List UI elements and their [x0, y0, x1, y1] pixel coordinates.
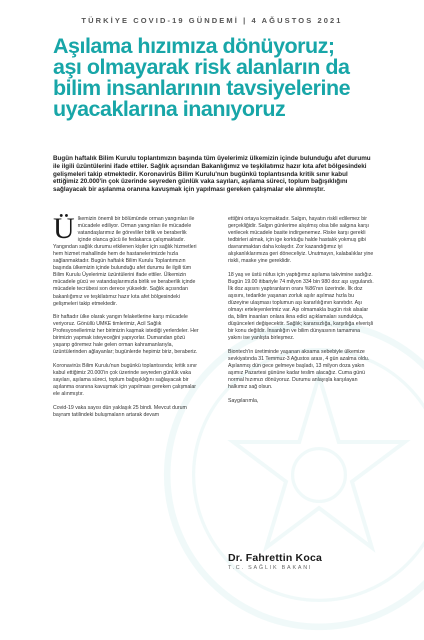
dropcap: Ü: [53, 212, 75, 245]
headline-line-4: uyacaklarına inanıyoruz: [53, 97, 286, 121]
body-paragraph: Biontech'in üretiminde yaşanan aksama sebebiyle ülkemize sevkiyatında 31 Temmuz-3 Ağustos arası, 4 gün azalma oldu. Aşılanmış dün gece gelmeye başladı, 13 milyon doza yakın aşımız Pazartesi gününe kadar teslim alacağız. Cuma günü normal hızımızı dönüyoruz. Durumu anlayışla karşılayan halkımız sağ olsun.: [228, 348, 370, 391]
body-column-right: [228, 216, 374, 411]
body-paragraph: [53, 212, 199, 308]
body-paragraph: Koronavirüs Bilim Kurulu'nun bugünkü toplantısında; kritik sınır kabul ettiğimiz 20.000'in çok üzerinde seyreden günlük vaka sayıları, aşılama süreci, toplum bağışıklığını sağlayacak bir aşılanma oranına kavuşmak için yapılması gereken çalışmalar ele alınmıştır.: [53, 362, 198, 398]
body-paragraph: Bir haftadır ülke olarak yangın felaketlerine karşı mücadele veriyoruz. Gönüllü UMKE timlerimiz, Acil Sağlık Profesyonellerimiz her birimizin kaşmak istediği yerlerdeler. Her birimizin yapmak isteyeceğini yapıyorlar. Dumandan gözü yaşarıp göremez hale gelen orman kahramanlarıyla, üzüntülerinden ağlayanlar; bugünlerde hepimiz biriz, beraberiz.: [53, 314, 199, 356]
headline-line-3: bilim insanlarının tavsiyelerine: [53, 76, 351, 100]
headline-line-2: aşı olmayarak risk alanların da: [53, 55, 350, 79]
body-paragraph: Covid-19 vaka sayısı dün yaklaşık 25 bindi. Mevcut durum bayram tatilindeki buluşmaların artarak devam: [53, 404, 187, 418]
headline: [53, 36, 383, 120]
signature-title: T.C. SAĞLIK BAKANI: [228, 565, 313, 571]
body-paragraph: 18 yaş ve üstü nüfus için yaptığımız aşılama takvimine sadığız. Bugün 19.00 itibariyle 74 milyon 334 bin 980 doz aşı uygulandı. İlk doz aşısını yaptıranların oranı %86'nın üzerinde. İlk doz aşısını, tedarikte yaşanan zorluk aşılır aşılmaz hızla bu düzeyine ulaşması toplumun aşı kararlılığının kanıtıdır. Aşı olmayı erteleyenlerimiz var. Aşı olmamakla bugün risk alsalar da, bilim insanları onlara ikna edici açıklamaları sunduktça, düşünceleri değişecektir. Sağlık; kararsızlığa, karşıtlığa elverişli bir konu değildir. İnsanlığın ve bilim dünyasının tamamına yakını ise yanlışta birleşmez.: [228, 271, 374, 342]
lead-paragraph: Bugün haftalık Bilim Kurulu toplantımızın başında tüm üyelerimiz ülkemizin içinde bulunduğu afet durumu ile ilgili üzüntülerini ifade ettiler. Sağlık açısından Bakanlığımız ve teşkilatımız hazır kıta afet bölgesindeki gelişmeleri takip etmektedir. Koronavirüs Bilim Kurulu'nun bugünkü toplantısında kritik sınır kabul ettiğimiz 20.000'in çok üzerinde seyreden günlük vaka sayıları, aşılama süreci, toplum bağışıklığını sağlayacak bir aşılanma oranına kavuşmak için yapılması gereken çalışmalar ele alınmıştır.: [53, 155, 371, 194]
signature-block: [228, 552, 388, 571]
header-kicker: TÜRKİYE COVID-19 GÜNDEMİ | 4 AĞUSTOS 2021: [81, 16, 343, 25]
signature-name: Dr. Fahrettin Koca: [228, 552, 323, 564]
body-paragraph: ettiğini ortaya koymaktadır. Salgın, hayatın riskli edilemez bir gerçekliğidir. Salgın günlerime alışılmış olsa bile salgına karşı verilecek mücadele basite indirgenemez. Riske karşı gerekli tedbirleri almak, için ige korktuğu halde hastalık yokmuş gibi davranmaktan daha kolaydır. Zor kazandığımız iyi alışkanlıklarımıza geri döneceliyiz. Unutmayın, kalabalıklar yine riskli, maske yine gereklidir.: [228, 216, 374, 265]
body-column-left: [53, 212, 199, 425]
closing-line: Saygılarımla,: [228, 397, 259, 404]
body-paragraph-text: lkemizin önemli bir bölümünde orman yangınları ile mücadele ediliyor. Orman yangınları ile mücadele vatandaşlarımız ile görevliler birlik ve beraberlik içinde olanca gücü ile fedakarca çalışmaktadır. Yangından sağlık durumu etkilenen kişiler için sağlık hizmetleri hem hizmet mahallinde hem de hastanelerimizde hızla sağlanmaktadır. Bugün haftalık Bilim Kurulu Toplantımızın başında ülkemizin içinde bulunduğu afet durumu ile ilgili tüm Bilim Kurulu Üyelerimiz üzüntülerini ifade ettiler. Ülkemizin mücadele gücü ve vatandaşlarımızla birlik ve beraberlik içinde mücadele tecrübesi son derece yüksektir. Sağlık açısından bakanlığımız ve teşkilatımız hazır kıta afet bölgesindeki gelişmeleri takip etmektedir.: [53, 216, 197, 307]
headline-line-1: Aşılama hızımıza dönüyoruz;: [53, 34, 335, 58]
